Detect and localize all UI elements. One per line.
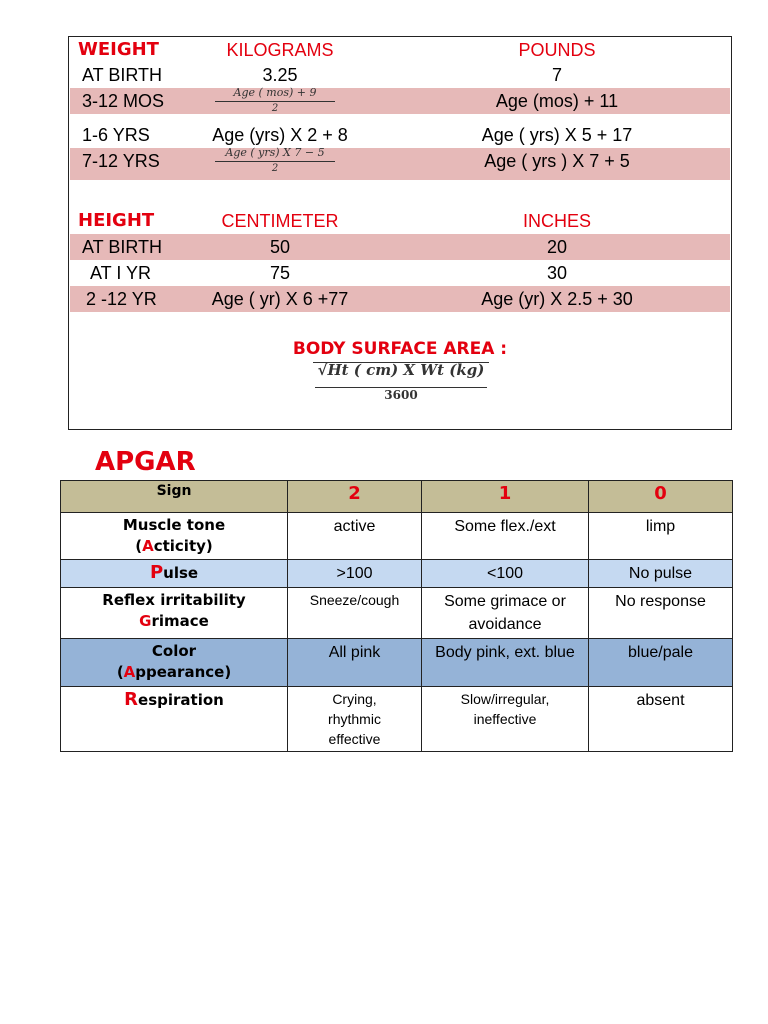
weight-row-birth	[70, 62, 730, 88]
kg-value: 3.25	[262, 65, 298, 85]
centimeter-header: CENTIMETER	[221, 211, 339, 231]
sign-acronym	[65, 536, 283, 557]
acronym-rest: ulse	[163, 564, 199, 582]
lb-value: 7	[551, 65, 562, 85]
score-0-cell: absent	[589, 687, 733, 752]
in-value: Age (yr) X 2.5 + 30	[481, 289, 633, 309]
weight-header-row	[70, 37, 730, 63]
growth-formula-box	[68, 36, 732, 430]
score-1-header: 1	[422, 481, 589, 513]
fraction-bar	[215, 161, 335, 162]
height-row-2-12yr	[70, 286, 730, 312]
score-1-cell: Some grimace or avoidance	[422, 588, 589, 639]
acronym-letter: R	[124, 689, 139, 710]
cm-value: 75	[269, 263, 291, 283]
sign-cell	[61, 588, 288, 639]
sign-cell	[61, 513, 288, 560]
age-label: 2 -12 YR	[86, 289, 157, 309]
sign-name: Color	[151, 642, 197, 660]
sign-cell	[61, 639, 288, 687]
age-label: AT BIRTH	[82, 65, 163, 85]
height-label: HEIGHT	[78, 210, 155, 231]
cm-value: 50	[269, 237, 291, 257]
acronym-rest: ppearance)	[135, 663, 232, 681]
kg-fraction	[210, 146, 340, 176]
fraction-bar	[215, 101, 335, 102]
score-2-cell: >100	[288, 560, 422, 588]
sign-name: Reflex irritability	[102, 591, 246, 609]
apgar-header-row	[61, 481, 733, 513]
apgar-row-pulse	[61, 560, 733, 588]
fraction-denominator: 2	[271, 103, 279, 114]
age-label: 7-12 YRS	[82, 151, 160, 171]
sign-header: Sign	[61, 481, 288, 513]
acronym-letter: G	[139, 612, 152, 630]
lb-value: Age (mos) + 11	[495, 91, 619, 111]
kg-fraction	[210, 86, 340, 116]
bsa-title: BODY SURFACE AREA :	[292, 339, 508, 359]
sign-cell	[61, 560, 288, 588]
apgar-row-respiration	[61, 687, 733, 752]
score-1-cell: Slow/irregular, ineffective	[422, 687, 589, 752]
sign-acronym	[65, 662, 283, 683]
apgar-row-activity	[61, 513, 733, 560]
height-header-row	[70, 208, 730, 234]
acronym-rest: rimace	[151, 612, 209, 630]
fraction-numerator: Age ( mos) + 9	[233, 86, 317, 99]
score-1-cell: <100	[422, 560, 589, 588]
kg-value: Age (yrs) X 2 + 8	[212, 125, 348, 145]
score-2-cell: Sneeze/cough	[288, 588, 422, 639]
weight-row-7-12yrs	[70, 148, 730, 180]
lb-value: Age ( yrs) X 5 + 17	[481, 125, 633, 145]
in-value: 30	[546, 263, 568, 283]
age-label: 3-12 MOS	[82, 91, 165, 111]
score-2-cell: All pink	[288, 639, 422, 687]
age-label: 1-6 YRS	[82, 125, 150, 145]
height-row-1yr	[70, 260, 730, 286]
acronym-letter: P	[149, 562, 164, 583]
lb-value: Age ( yrs ) X 7 + 5	[484, 151, 630, 171]
paren: (	[135, 537, 143, 555]
height-row-birth	[70, 234, 730, 260]
sign-cell	[61, 687, 288, 752]
weight-row-1-6yrs	[70, 122, 730, 148]
age-label: AT BIRTH	[82, 237, 163, 257]
bsa-formula	[311, 361, 491, 405]
bsa-denominator: 3600	[384, 388, 418, 402]
score-0-cell: blue/pale	[589, 639, 733, 687]
pounds-header: POUNDS	[518, 40, 596, 60]
score-2-cell: active	[288, 513, 422, 560]
score-0-cell: No pulse	[589, 560, 733, 588]
acronym-rest: espiration	[138, 691, 224, 709]
cm-value: Age ( yr) X 6 +77	[211, 289, 349, 309]
apgar-row-appearance	[61, 639, 733, 687]
inches-header: INCHES	[522, 211, 591, 231]
kilograms-header: KILOGRAMS	[226, 40, 334, 60]
sign-acronym	[65, 611, 283, 632]
apgar-table	[60, 480, 733, 752]
acronym-letter: A	[123, 663, 136, 681]
paren: (	[116, 663, 124, 681]
bsa-numerator: √Ht ( cm) X Wt (kg)	[317, 361, 485, 379]
apgar-title: APGAR	[95, 447, 196, 477]
score-0-header: 0	[589, 481, 733, 513]
fraction-denominator: 2	[271, 163, 279, 174]
in-value: 20	[546, 237, 568, 257]
score-2-header: 2	[288, 481, 422, 513]
score-0-cell: No response	[589, 588, 733, 639]
score-0-cell: limp	[589, 513, 733, 560]
weight-label: WEIGHT	[78, 39, 159, 60]
weight-row-3-12mos	[70, 88, 730, 114]
score-2-cell: Crying, rhythmic effective	[288, 687, 422, 752]
apgar-row-grimace	[61, 588, 733, 639]
score-1-cell: Some flex./ext	[422, 513, 589, 560]
acronym-rest: cticity)	[153, 537, 213, 555]
age-label: AT I YR	[90, 263, 152, 283]
fraction-numerator: Age ( yrs) X 7 − 5	[225, 146, 325, 159]
sign-name: Muscle tone	[122, 516, 226, 534]
score-1-cell: Body pink, ext. blue	[422, 639, 589, 687]
acronym-letter: A	[142, 537, 154, 555]
